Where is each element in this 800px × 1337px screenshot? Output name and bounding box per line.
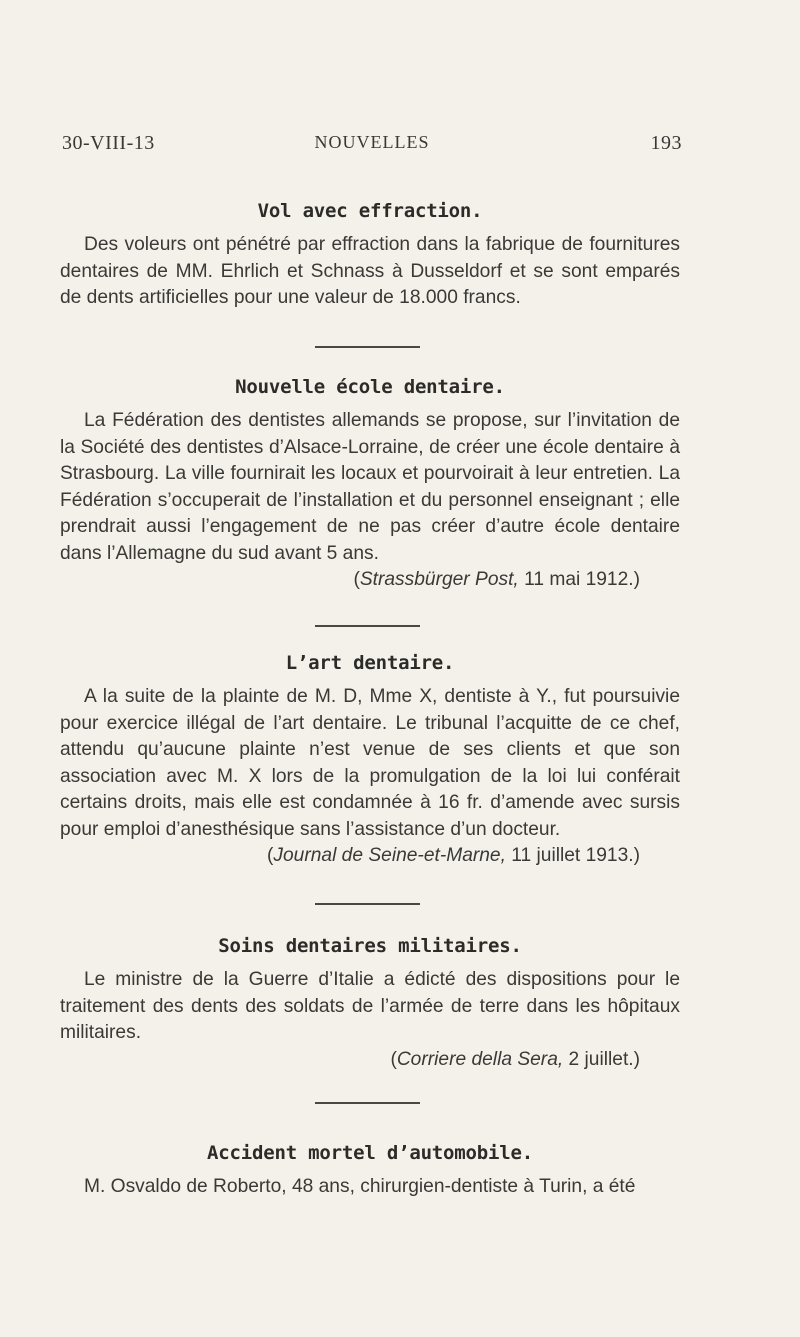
source-title: Strassbürger Post,: [359, 569, 519, 590]
header-date: 30-VIII-13: [62, 132, 155, 154]
divider: [315, 903, 420, 905]
source-title: Journal de Seine-et-Marne,: [273, 845, 506, 866]
article-title: Vol avec effraction.: [257, 200, 483, 222]
article-title: Soins dentaires militaires.: [218, 935, 522, 957]
header-section: NOUVELLES: [314, 132, 430, 152]
article-source: (Strassbürger Post, 11 mai 1912.): [353, 569, 640, 590]
article-body: Des voleurs ont pénétré par effraction dans la fabrique de fournitures dentaires de MM. Ehrlich et Schnass à Dusseldorf et se sont emparés de dents artificielles pour une valeur de 18.000 francs.: [60, 234, 680, 308]
article-accident-mortel: [60, 1142, 680, 1201]
article-title: Nouvelle école dentaire.: [235, 376, 505, 398]
divider: [315, 346, 420, 348]
article-source: (Corriere della Sera, 2 juillet.): [390, 1048, 640, 1070]
divider: [315, 1102, 420, 1104]
article-art-dentaire: [60, 652, 680, 870]
article-title: Accident mortel d’automobile.: [207, 1142, 533, 1164]
source-title: Corriere della Sera,: [396, 1048, 564, 1070]
divider: [315, 625, 420, 627]
running-header: [62, 132, 682, 162]
article-vol-avec-effraction: [60, 200, 680, 312]
source-date: 2 juillet.: [568, 1048, 634, 1070]
article-nouvelle-ecole-dentaire: [60, 376, 680, 594]
source-date: 11 mai 1912.: [524, 569, 634, 590]
article-body: La Fédération des dentistes allemands se propose, sur l’invitation de la Société des dentistes d’Alsace-Lorraine, de créer une école dentaire à Strasbourg. La ville fournirait les locaux et pourvoirait à leur entretien. La Fédération s’occuperait de l’installation et du personnel enseignant ; elle prendrait aussi l’engagement de ne pas créer d’autre école dentaire dans l’Allemagne du sud avant 5 ans.: [60, 410, 680, 564]
article-body: M. Osvaldo de Roberto, 48 ans, chirurgien-dentiste à Turin, a été: [84, 1176, 636, 1197]
article-body: Le ministre de la Guerre d’Italie a édicté des dispositions pour le traitement des dents des soldats de l’armée de terre dans les hôpitaux militaires.: [60, 969, 680, 1043]
article-title: L’art dentaire.: [285, 652, 455, 674]
page-number: 193: [650, 132, 682, 154]
source-date: 11 juillet 1913.: [511, 845, 634, 866]
article-soins-dentaires-militaires: [60, 935, 680, 1073]
article-source: (Journal de Seine-et-Marne, 11 juillet 1913.): [267, 845, 640, 866]
article-body: A la suite de la plainte de M. D, Mme X, dentiste à Y., fut poursuivie pour exercice illégal de l’art dentaire. Le tribunal l’acquitte de ce chef, attendu qu’aucune plainte n’est venue de ses clients et que son association avec M. X lors de la promulgation de la loi lui conférait certains droits, mais elle est condamnée à 16 fr. d’amende avec sursis pour emploi d’anesthésique sans l’assistance d’un docteur.: [60, 686, 680, 840]
